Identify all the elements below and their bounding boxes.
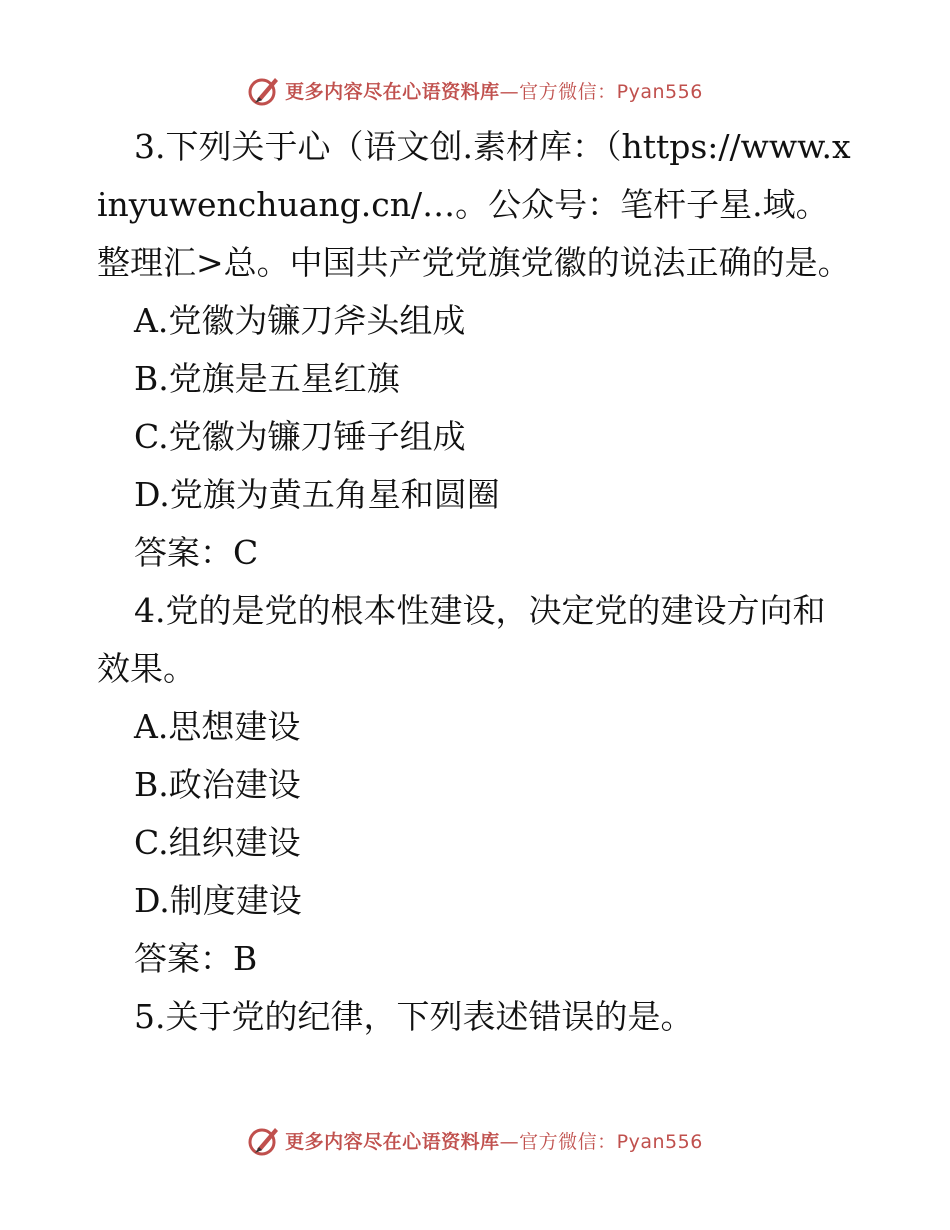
banner-sub-text: —官方微信：Pyan556 bbox=[499, 80, 703, 103]
banner-main-text: 更多内容尽在心语资料库 bbox=[285, 1130, 500, 1153]
banner-main-text: 更多内容尽在心语资料库 bbox=[285, 80, 500, 103]
quill-pen-logo-icon bbox=[247, 1123, 281, 1157]
document-body bbox=[97, 118, 857, 1046]
question-3-option-a: A.党徽为镰刀斧头组成 bbox=[134, 301, 466, 340]
footer-banner bbox=[0, 1120, 950, 1160]
question-4-option-c: C.组织建设 bbox=[134, 823, 301, 862]
banner-text bbox=[285, 1127, 703, 1154]
banner-sub-text: —官方微信：Pyan556 bbox=[499, 1130, 703, 1153]
question-3-option-c: C.党徽为镰刀锤子组成 bbox=[134, 417, 466, 456]
banner-text bbox=[285, 77, 703, 104]
question-5-stem: 5.关于党的纪律，下列表述错误的是。 bbox=[134, 997, 694, 1036]
quill-pen-logo-icon bbox=[247, 73, 281, 107]
question-4-answer: 答案：B bbox=[134, 939, 258, 978]
question-3-stem: 3.下列关于心（语文创.素材库：（https://www.xinyuwenchuang.cn/…。公众号：笔杆子星.域。整理汇>总。中国共产党党旗党徽的说法正确的是。 bbox=[97, 127, 851, 282]
question-3-answer: 答案：C bbox=[134, 533, 259, 572]
question-4-option-b: B.政治建设 bbox=[134, 765, 301, 804]
question-4-option-d: D.制度建设 bbox=[134, 881, 302, 920]
header-banner bbox=[0, 70, 950, 110]
question-3-option-b: B.党旗是五星红旗 bbox=[134, 359, 400, 398]
question-3-option-d: D.党旗为黄五角星和圆圈 bbox=[134, 475, 500, 514]
question-4-stem: 4.党的是党的根本性建设，决定党的建设方向和效果。 bbox=[97, 591, 826, 688]
question-4-option-a: A.思想建设 bbox=[134, 707, 301, 746]
